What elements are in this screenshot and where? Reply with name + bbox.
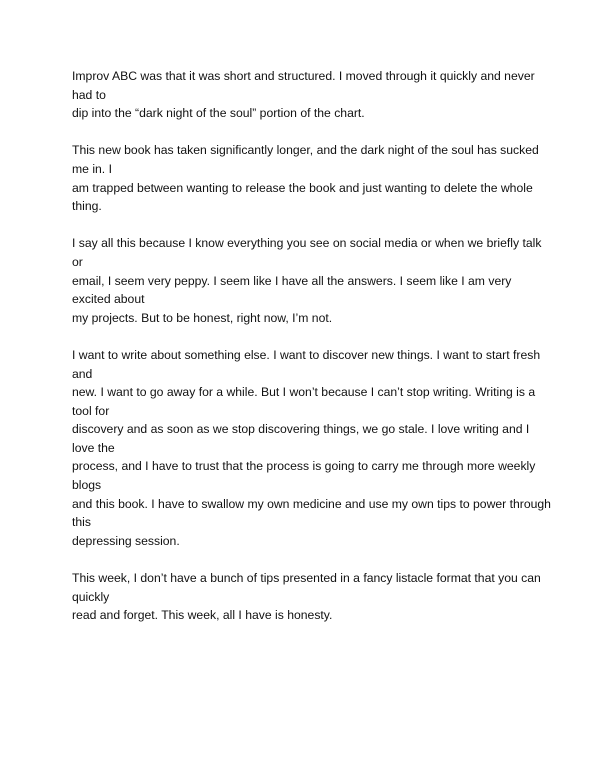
paragraph-1: Improv ABC was that it was short and structured. I moved through it quickly and never had to dip into the “dark night of the soul” portion of the chart.	[72, 69, 535, 121]
document-body	[72, 67, 552, 643]
paragraph-4: I want to write about something else. I want to discover new things. I want to start fresh and new. I want to go away for a while. But I won’t because I can’t stop writing. Writing is a tool for discovery and as soon as we stop discovering things, we go stale. I love writing and I love the process, and I have to trust that the process is going to carry me through more weekly blogs and this book. I have to swallow my own medicine and use my own tips to power through this depressing session.	[72, 347, 551, 548]
paragraph-2: This new book has taken significantly longer, and the dark night of the soul has sucked me in. I am trapped between wanting to release the book and just wanting to delete the whole thing.	[72, 143, 539, 214]
paragraph-5: This week, I don’t have a bunch of tips presented in a fancy listacle format that you can quickly read and forget. This week, all I have is honesty.	[72, 571, 541, 623]
paragraph-3: I say all this because I know everything you see on social media or when we briefly talk or email, I seem very peppy. I seem like I have all the answers. I seem like I am very excited about my projects. But to be honest, right now, I’m not.	[72, 236, 542, 325]
